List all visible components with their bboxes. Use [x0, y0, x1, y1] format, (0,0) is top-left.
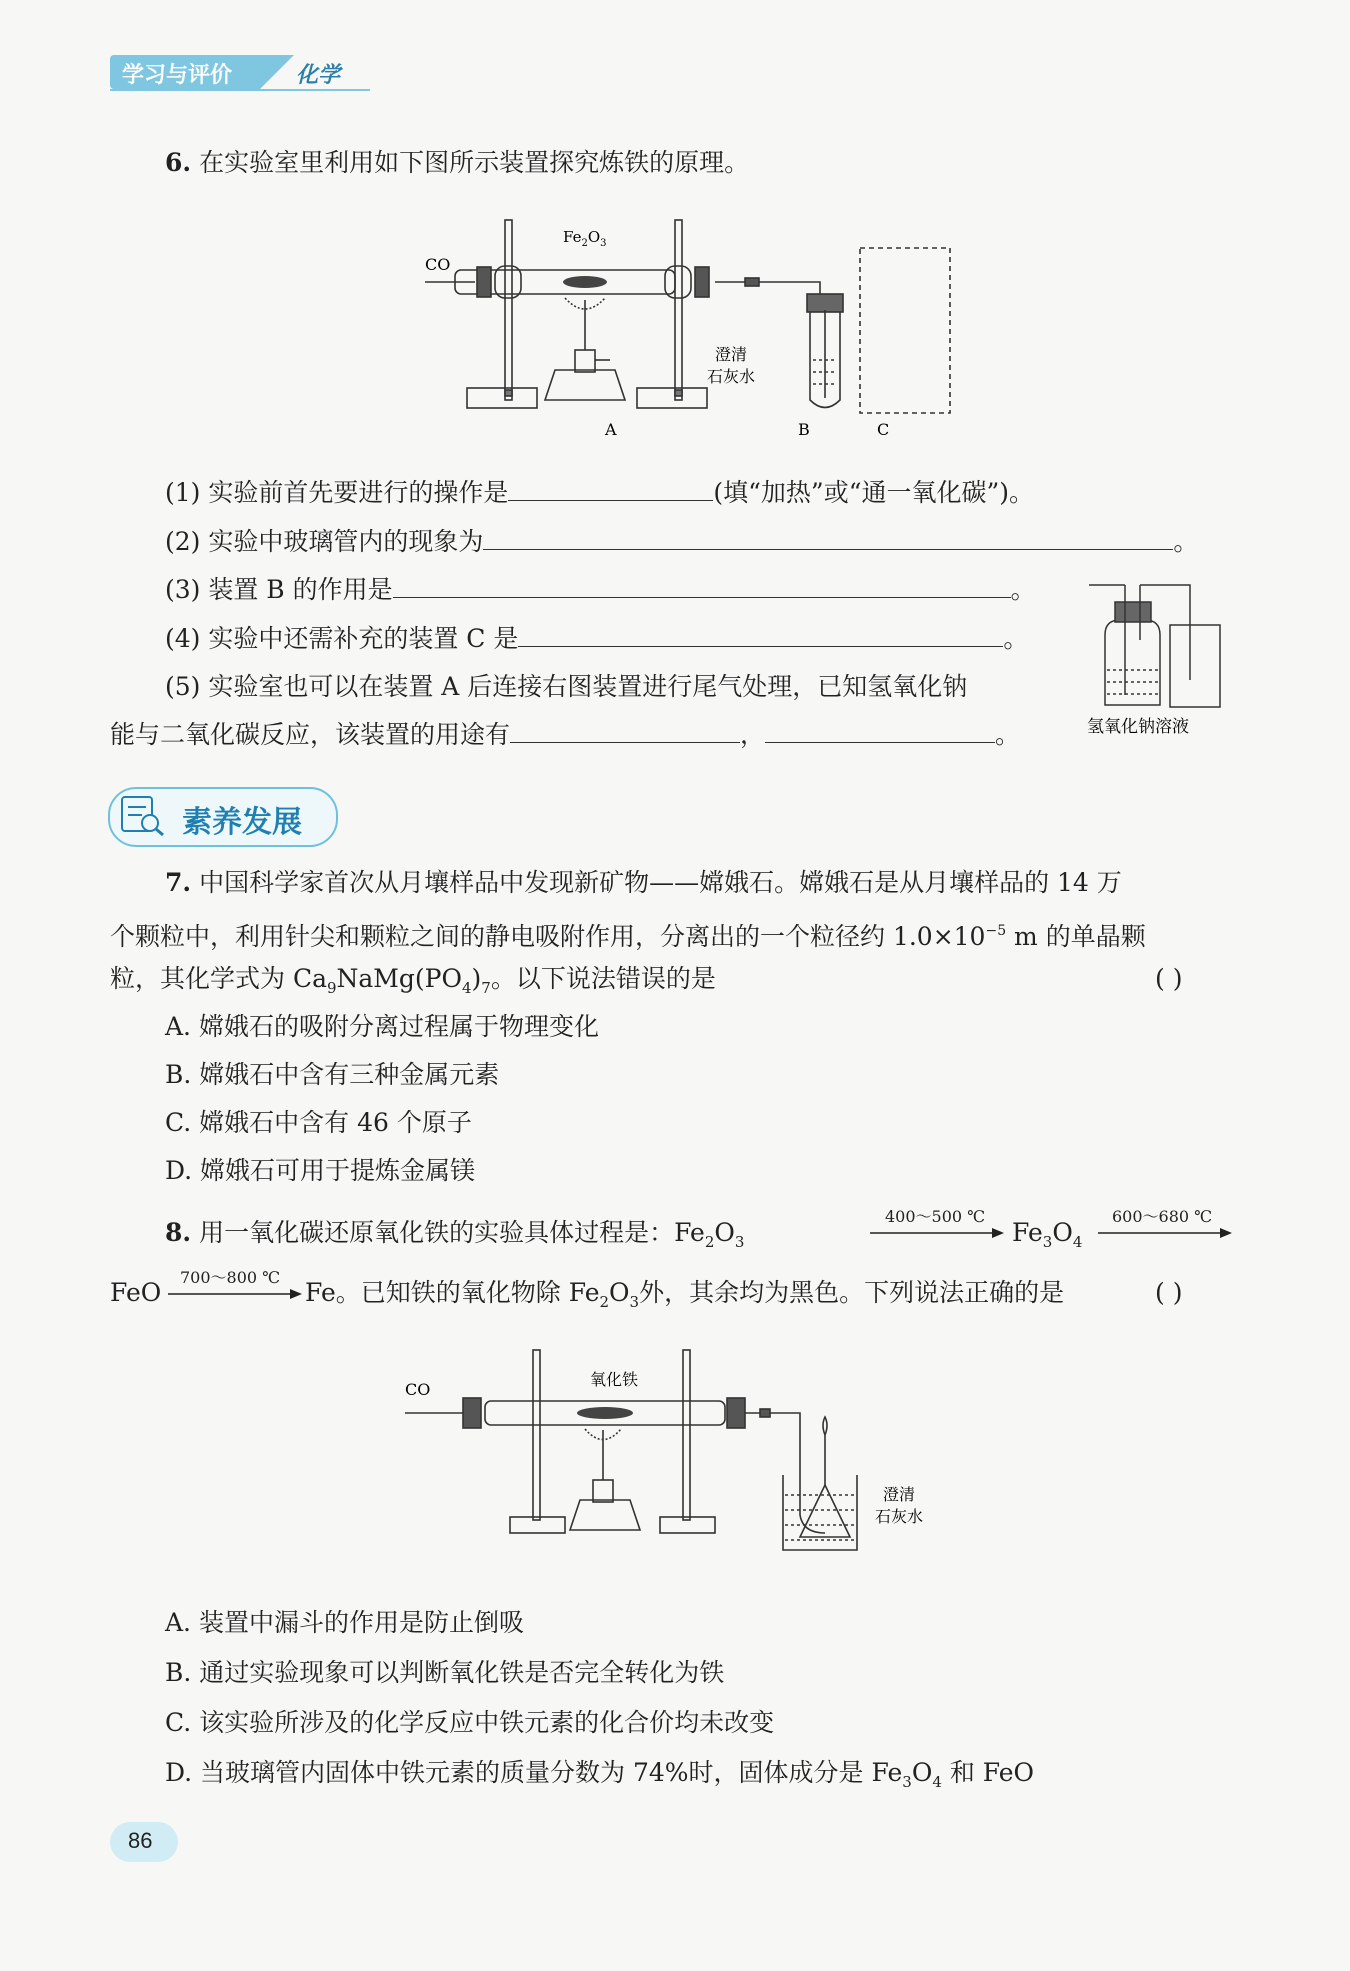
- fe2o3-powder: [563, 276, 607, 288]
- q7-option-b[interactable]: B. 嫦娥石中含有三种金属元素: [165, 1060, 500, 1089]
- q6-fig-fe2o3-label: $Fe_2O_3$: [563, 228, 607, 249]
- reaction-arrow-3: [168, 1287, 308, 1301]
- naoh-solution-label: 氢氧化钠溶液: [1087, 717, 1189, 737]
- q6-apparatus-diagram: [415, 210, 955, 445]
- q6-part5-line1: (5) 实验室也可以在装置 A 后连接右图装置进行尾气处理，已知氢氧化钠: [165, 672, 968, 701]
- q8-fe3o4: $Fe_3O_4$: [1012, 1218, 1083, 1251]
- header-section-label: 学习与评价: [122, 63, 233, 88]
- q6-part1: (1) 实验前首先要进行的操作是 (填“加热”或“通一氧化碳”)。: [165, 478, 1035, 507]
- reaction-arrow-1: [870, 1226, 1010, 1240]
- q8-arrow3-label: 700～800 ℃: [180, 1268, 281, 1287]
- q7-option-d[interactable]: D. 嫦娥石可用于提炼金属镁: [165, 1156, 476, 1185]
- q6-fig-limewater-label-2: 石灰水: [707, 367, 756, 386]
- naoh-wash-bottle-diagram: [1085, 580, 1245, 745]
- q6-fig-label-a: A: [605, 420, 617, 439]
- q6-fig-label-c: C: [877, 420, 890, 439]
- q6-fig-limewater-label-1: 澄清: [715, 345, 748, 364]
- q6-number: 6.: [165, 148, 192, 177]
- q8-option-b[interactable]: B. 通过实验现象可以判断氧化铁是否完全转化为铁: [165, 1658, 725, 1687]
- alcohol-lamp: [545, 370, 625, 400]
- answer-blank[interactable]: [483, 527, 1173, 550]
- q8-arrow1-label: 400～500 ℃: [885, 1207, 986, 1226]
- q8-option-a[interactable]: A. 装置中漏斗的作用是防止倒吸: [165, 1608, 524, 1637]
- q8-option-c[interactable]: C. 该实验所涉及的化学反应中铁元素的化合价均未改变: [165, 1708, 775, 1737]
- header-underline: [110, 89, 370, 91]
- stand-base-right: [637, 388, 707, 408]
- section-badge-title: 素养发展: [182, 805, 302, 840]
- q7-answer-paren[interactable]: ( ): [1155, 964, 1183, 993]
- q6-fig-co-label: CO: [425, 255, 451, 274]
- q7-option-c[interactable]: C. 嫦娥石中含有 46 个原子: [165, 1108, 472, 1137]
- q8-apparatus-diagram: [405, 1345, 965, 1555]
- device-c-placeholder: [860, 248, 950, 413]
- iron-oxide-powder: [577, 1407, 633, 1419]
- q6-fig-label-b: B: [798, 420, 810, 439]
- q7-line1: 7. 中国科学家首次从月壤样品中发现新矿物——嫦娥石。嫦娥石是从月壤样品的 14 万: [165, 868, 1122, 897]
- q8-fig-limewater-label-2: 石灰水: [875, 1507, 924, 1526]
- stand-base-left: [467, 388, 537, 408]
- q8-answer-paren[interactable]: ( ): [1155, 1278, 1183, 1307]
- q6-part4: (4) 实验中还需补充的装置 C 是 。: [165, 624, 1029, 653]
- q6-part5-line2: 能与二氧化碳反应，该装置的用途有 ， 。: [110, 720, 1021, 749]
- reaction-arrow-2: [1098, 1226, 1238, 1240]
- stand-rod-right: [675, 220, 682, 400]
- q8-line2: Fe。已知铁的氧化物除 $Fe_2O_3$外，其余均为黑色。下列说法正确的是: [305, 1278, 1065, 1311]
- answer-blank[interactable]: [508, 478, 713, 501]
- q8-fig-oxide-label: 氧化铁: [590, 1370, 639, 1389]
- q6-stem-text: 在实验室里利用如下图所示装置探究炼铁的原理。: [199, 148, 750, 177]
- page-header: [110, 55, 370, 91]
- header-tab-tail: [260, 55, 294, 89]
- answer-blank[interactable]: [765, 720, 995, 743]
- q6-part3: (3) 装置 B 的作用是 。: [165, 575, 1036, 604]
- page-number-badge: [110, 1822, 178, 1862]
- q7-line3: 粒，其化学式为 $Ca_9NaMg(PO_4)_7$。以下说法错误的是: [110, 964, 716, 997]
- header-section-tab: [110, 55, 260, 89]
- stand-rod-left: [505, 220, 512, 400]
- answer-blank[interactable]: [510, 720, 740, 743]
- answer-blank[interactable]: [518, 624, 1003, 647]
- q6-part2: (2) 实验中玻璃管内的现象为 。: [165, 527, 1199, 556]
- q8-feo: FeO: [110, 1278, 162, 1307]
- header-subject: 化学: [296, 63, 341, 88]
- section-badge: [108, 787, 338, 847]
- q8-arrow2-label: 600～680 ℃: [1112, 1207, 1213, 1226]
- q8-line1: 8. 用一氧化碳还原氧化铁的实验具体过程是：$Fe_2O_3$: [165, 1218, 745, 1251]
- page-number: 86: [128, 1828, 153, 1853]
- answer-blank[interactable]: [393, 575, 1011, 598]
- q7-line2: 个颗粒中，利用针尖和颗粒之间的静电吸附作用，分离出的一个粒径约 $1.0\times 10^{-5}$ m 的单晶颗: [110, 922, 1146, 951]
- literacy-icon: [120, 795, 166, 837]
- q8-fig-limewater-label-1: 澄清: [883, 1485, 916, 1504]
- q7-option-a[interactable]: A. 嫦娥石的吸附分离过程属于物理变化: [165, 1012, 599, 1041]
- q8-fig-co-label: CO: [405, 1380, 431, 1399]
- q6-stem: [165, 148, 749, 178]
- q8-option-d[interactable]: D. 当玻璃管内固体中铁元素的质量分数为 74%时，固体成分是 $Fe_3O_4$ 和 FeO: [165, 1758, 1035, 1791]
